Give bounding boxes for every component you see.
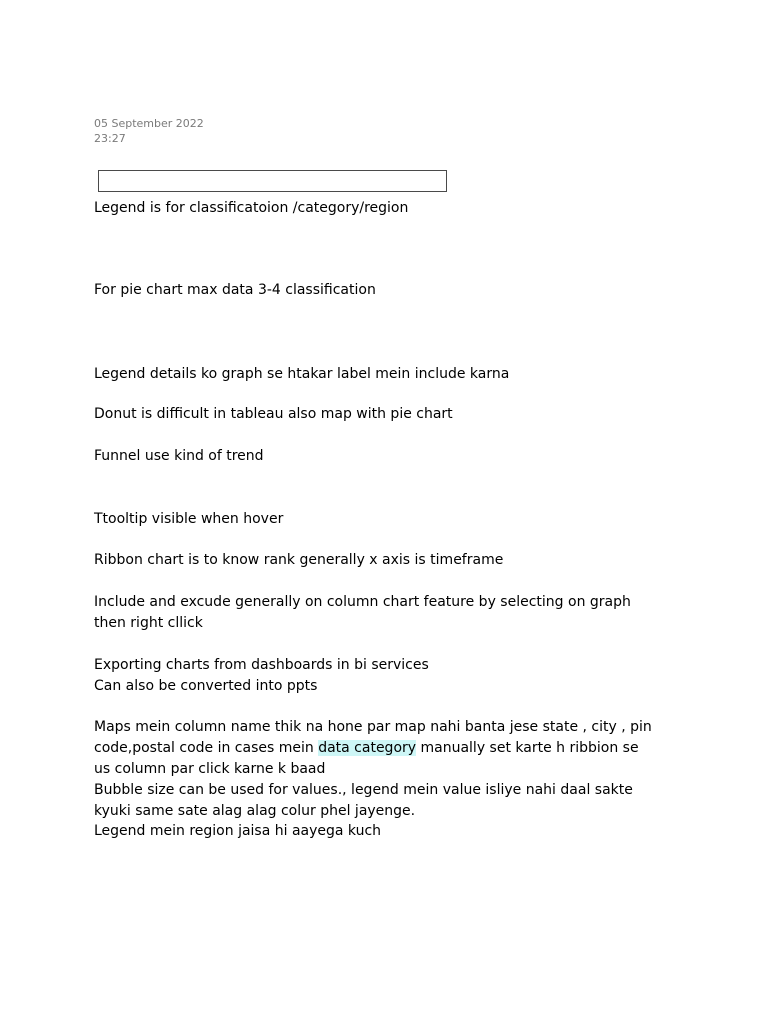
note-ppts: Can also be converted into ppts [94, 678, 318, 694]
page-time: 23:27 [94, 132, 126, 145]
note-bubble-size-cont: kyuki same sate alag alag colur phel jayenge. [94, 803, 416, 819]
note-include-exclude-cont: then right cllick [94, 615, 203, 631]
note-donut: Donut is difficult in tableau also map with pie chart [94, 406, 453, 422]
note-maps-cont-start: code,postal code in cases mein [94, 740, 319, 756]
note-maps-cont-end: manually set karte h ribbion se [416, 740, 639, 756]
note-include-exclude: Include and excude generally on column chart feature by selecting on graph [94, 594, 631, 610]
note-legend-details: Legend details ko graph se htakar label mein include karna [94, 366, 510, 382]
note-legend-region: Legend mein region jaisa hi aayega kuch [94, 823, 382, 839]
note-maps-cont-2: us column par click karne k baad [94, 761, 326, 777]
page-date: 05 September 2022 [94, 117, 204, 130]
note-maps: Maps mein column name thik na hone par map nahi banta jese state , city , pin [94, 719, 652, 735]
note-maps-cont [94, 738, 694, 759]
note-bubble-size: Bubble size can be used for values., legend mein value isliye nahi daal sakte [94, 782, 633, 798]
note-exporting: Exporting charts from dashboards in bi services [94, 657, 429, 673]
page-title-box[interactable] [98, 170, 447, 192]
note-pie-chart: For pie chart max data 3-4 classification [94, 282, 376, 298]
note-legend-classification: Legend is for classificatoion /category/region [94, 200, 409, 216]
note-tooltip: Ttooltip visible when hover [94, 511, 284, 527]
note-ribbon-chart: Ribbon chart is to know rank generally x axis is timeframe [94, 552, 504, 568]
highlight-data-category: data category [318, 740, 417, 756]
note-funnel: Funnel use kind of trend [94, 448, 264, 464]
